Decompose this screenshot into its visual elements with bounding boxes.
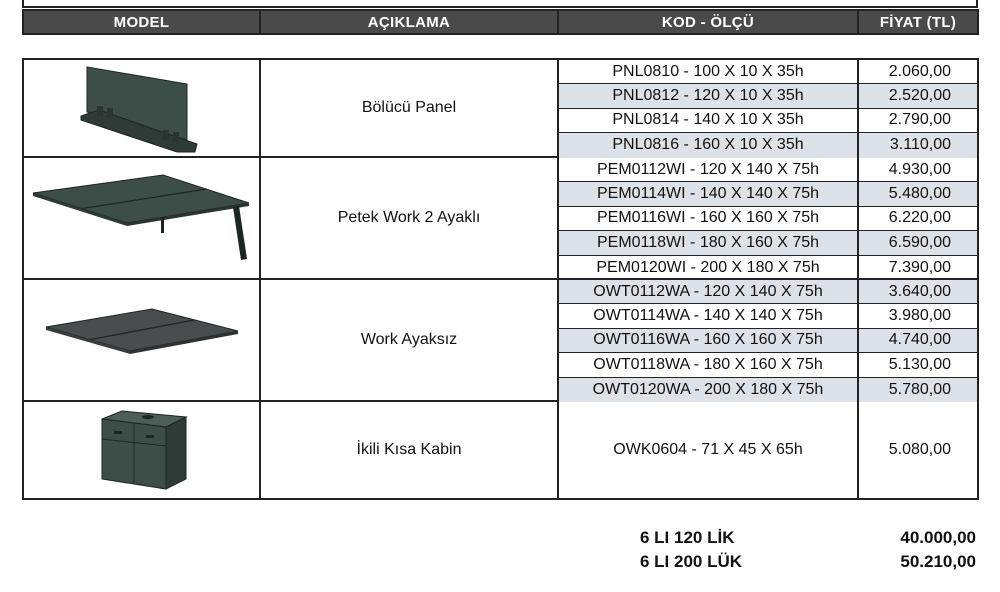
product-price: 3.980,00 xyxy=(888,307,951,325)
product-group-petek-work xyxy=(24,158,977,280)
table-row xyxy=(559,256,977,280)
variant-list xyxy=(559,402,977,498)
table-row xyxy=(559,109,977,133)
product-code: OWT0118WA - 180 X 160 X 75h xyxy=(559,353,859,376)
product-code: PNL0816 - 160 X 10 X 35h xyxy=(559,133,859,157)
table-row xyxy=(559,207,977,231)
table-row xyxy=(559,133,977,157)
product-description: Work Ayaksız xyxy=(261,280,559,400)
product-code: OWT0114WA - 140 X 140 X 75h xyxy=(559,304,859,327)
product-code: PNL0812 - 120 X 10 X 35h xyxy=(559,84,859,107)
cabinet-icon xyxy=(92,409,192,491)
model-image-cell xyxy=(24,280,261,400)
product-price: 5.780,00 xyxy=(888,380,951,398)
product-group-work-ayaksiz xyxy=(24,280,977,402)
model-image-cell xyxy=(24,158,261,278)
header-code: KOD - ÖLÇÜ xyxy=(559,11,859,33)
product-price: 7.390,00 xyxy=(888,258,951,276)
product-price: 2.790,00 xyxy=(888,111,951,129)
table-row xyxy=(559,231,977,255)
product-code: PNL0810 - 100 X 10 X 35h xyxy=(559,60,859,83)
total-label: 6 LI 120 LİK xyxy=(640,528,735,547)
model-image-cell xyxy=(24,402,261,498)
product-group-divider-panel xyxy=(24,60,977,158)
product-price: 4.740,00 xyxy=(888,331,951,349)
total-row xyxy=(640,526,976,550)
product-price: 2.060,00 xyxy=(888,62,951,80)
product-price: 6.590,00 xyxy=(888,233,951,251)
product-price: 6.220,00 xyxy=(888,209,951,227)
total-value: 50.210,00 xyxy=(900,552,976,571)
product-price: 2.520,00 xyxy=(888,87,951,105)
product-price: 5.130,00 xyxy=(888,355,951,373)
product-code: PEM0118WI - 180 X 160 X 75h xyxy=(559,231,859,254)
product-description: Bölücü Panel xyxy=(261,60,559,156)
top-frame xyxy=(22,0,978,8)
product-price: 5.080,00 xyxy=(888,441,951,458)
product-code: PEM0116WI - 160 X 160 X 75h xyxy=(559,207,859,230)
totals-section xyxy=(640,526,976,574)
header-model: MODEL xyxy=(24,11,261,33)
product-price: 3.110,00 xyxy=(889,136,951,154)
table-row xyxy=(559,378,977,402)
product-code: PEM0114WI - 140 X 140 X 75h xyxy=(559,182,859,205)
product-description: İkili Kısa Kabin xyxy=(261,402,559,498)
product-code: OWT0116WA - 160 X 160 X 75h xyxy=(559,329,859,352)
product-code: PEM0112WI - 120 X 140 X 75h xyxy=(559,158,859,181)
price-table xyxy=(22,58,979,500)
table-row xyxy=(559,353,977,377)
product-price: 5.480,00 xyxy=(888,185,951,203)
product-price: 3.640,00 xyxy=(888,282,951,300)
table-row xyxy=(559,84,977,108)
desk-top-icon xyxy=(42,305,242,375)
table-row xyxy=(559,158,977,182)
model-image-cell xyxy=(24,60,261,156)
table-row xyxy=(559,329,977,353)
table-row xyxy=(559,304,977,328)
product-code: PEM0120WI - 200 X 180 X 75h xyxy=(559,256,859,280)
product-group-cabinet xyxy=(24,402,977,498)
table-header xyxy=(22,9,979,35)
product-code: OWT0120WA - 200 X 180 X 75h xyxy=(559,378,859,402)
total-row xyxy=(640,550,976,574)
table-row xyxy=(559,280,977,304)
divider-panel-icon xyxy=(77,62,207,154)
product-code: OWT0112WA - 120 X 140 X 75h xyxy=(559,280,859,303)
variant-list xyxy=(559,158,977,278)
total-value: 40.000,00 xyxy=(900,528,976,547)
header-description: AÇIKLAMA xyxy=(261,11,559,33)
table-row xyxy=(559,60,977,84)
product-description: Petek Work 2 Ayaklı xyxy=(261,158,559,278)
product-code: PNL0814 - 140 X 10 X 35h xyxy=(559,109,859,132)
table-row xyxy=(559,182,977,206)
variant-list xyxy=(559,60,977,156)
desk-with-legs-icon xyxy=(29,171,254,266)
header-price: FİYAT (TL) xyxy=(879,13,957,31)
total-label: 6 LI 200 LÜK xyxy=(640,552,743,571)
table-row xyxy=(559,402,977,498)
variant-list xyxy=(559,280,977,400)
product-code: OWK0604 - 71 X 45 X 65h xyxy=(559,402,859,498)
product-price: 4.930,00 xyxy=(888,160,951,178)
